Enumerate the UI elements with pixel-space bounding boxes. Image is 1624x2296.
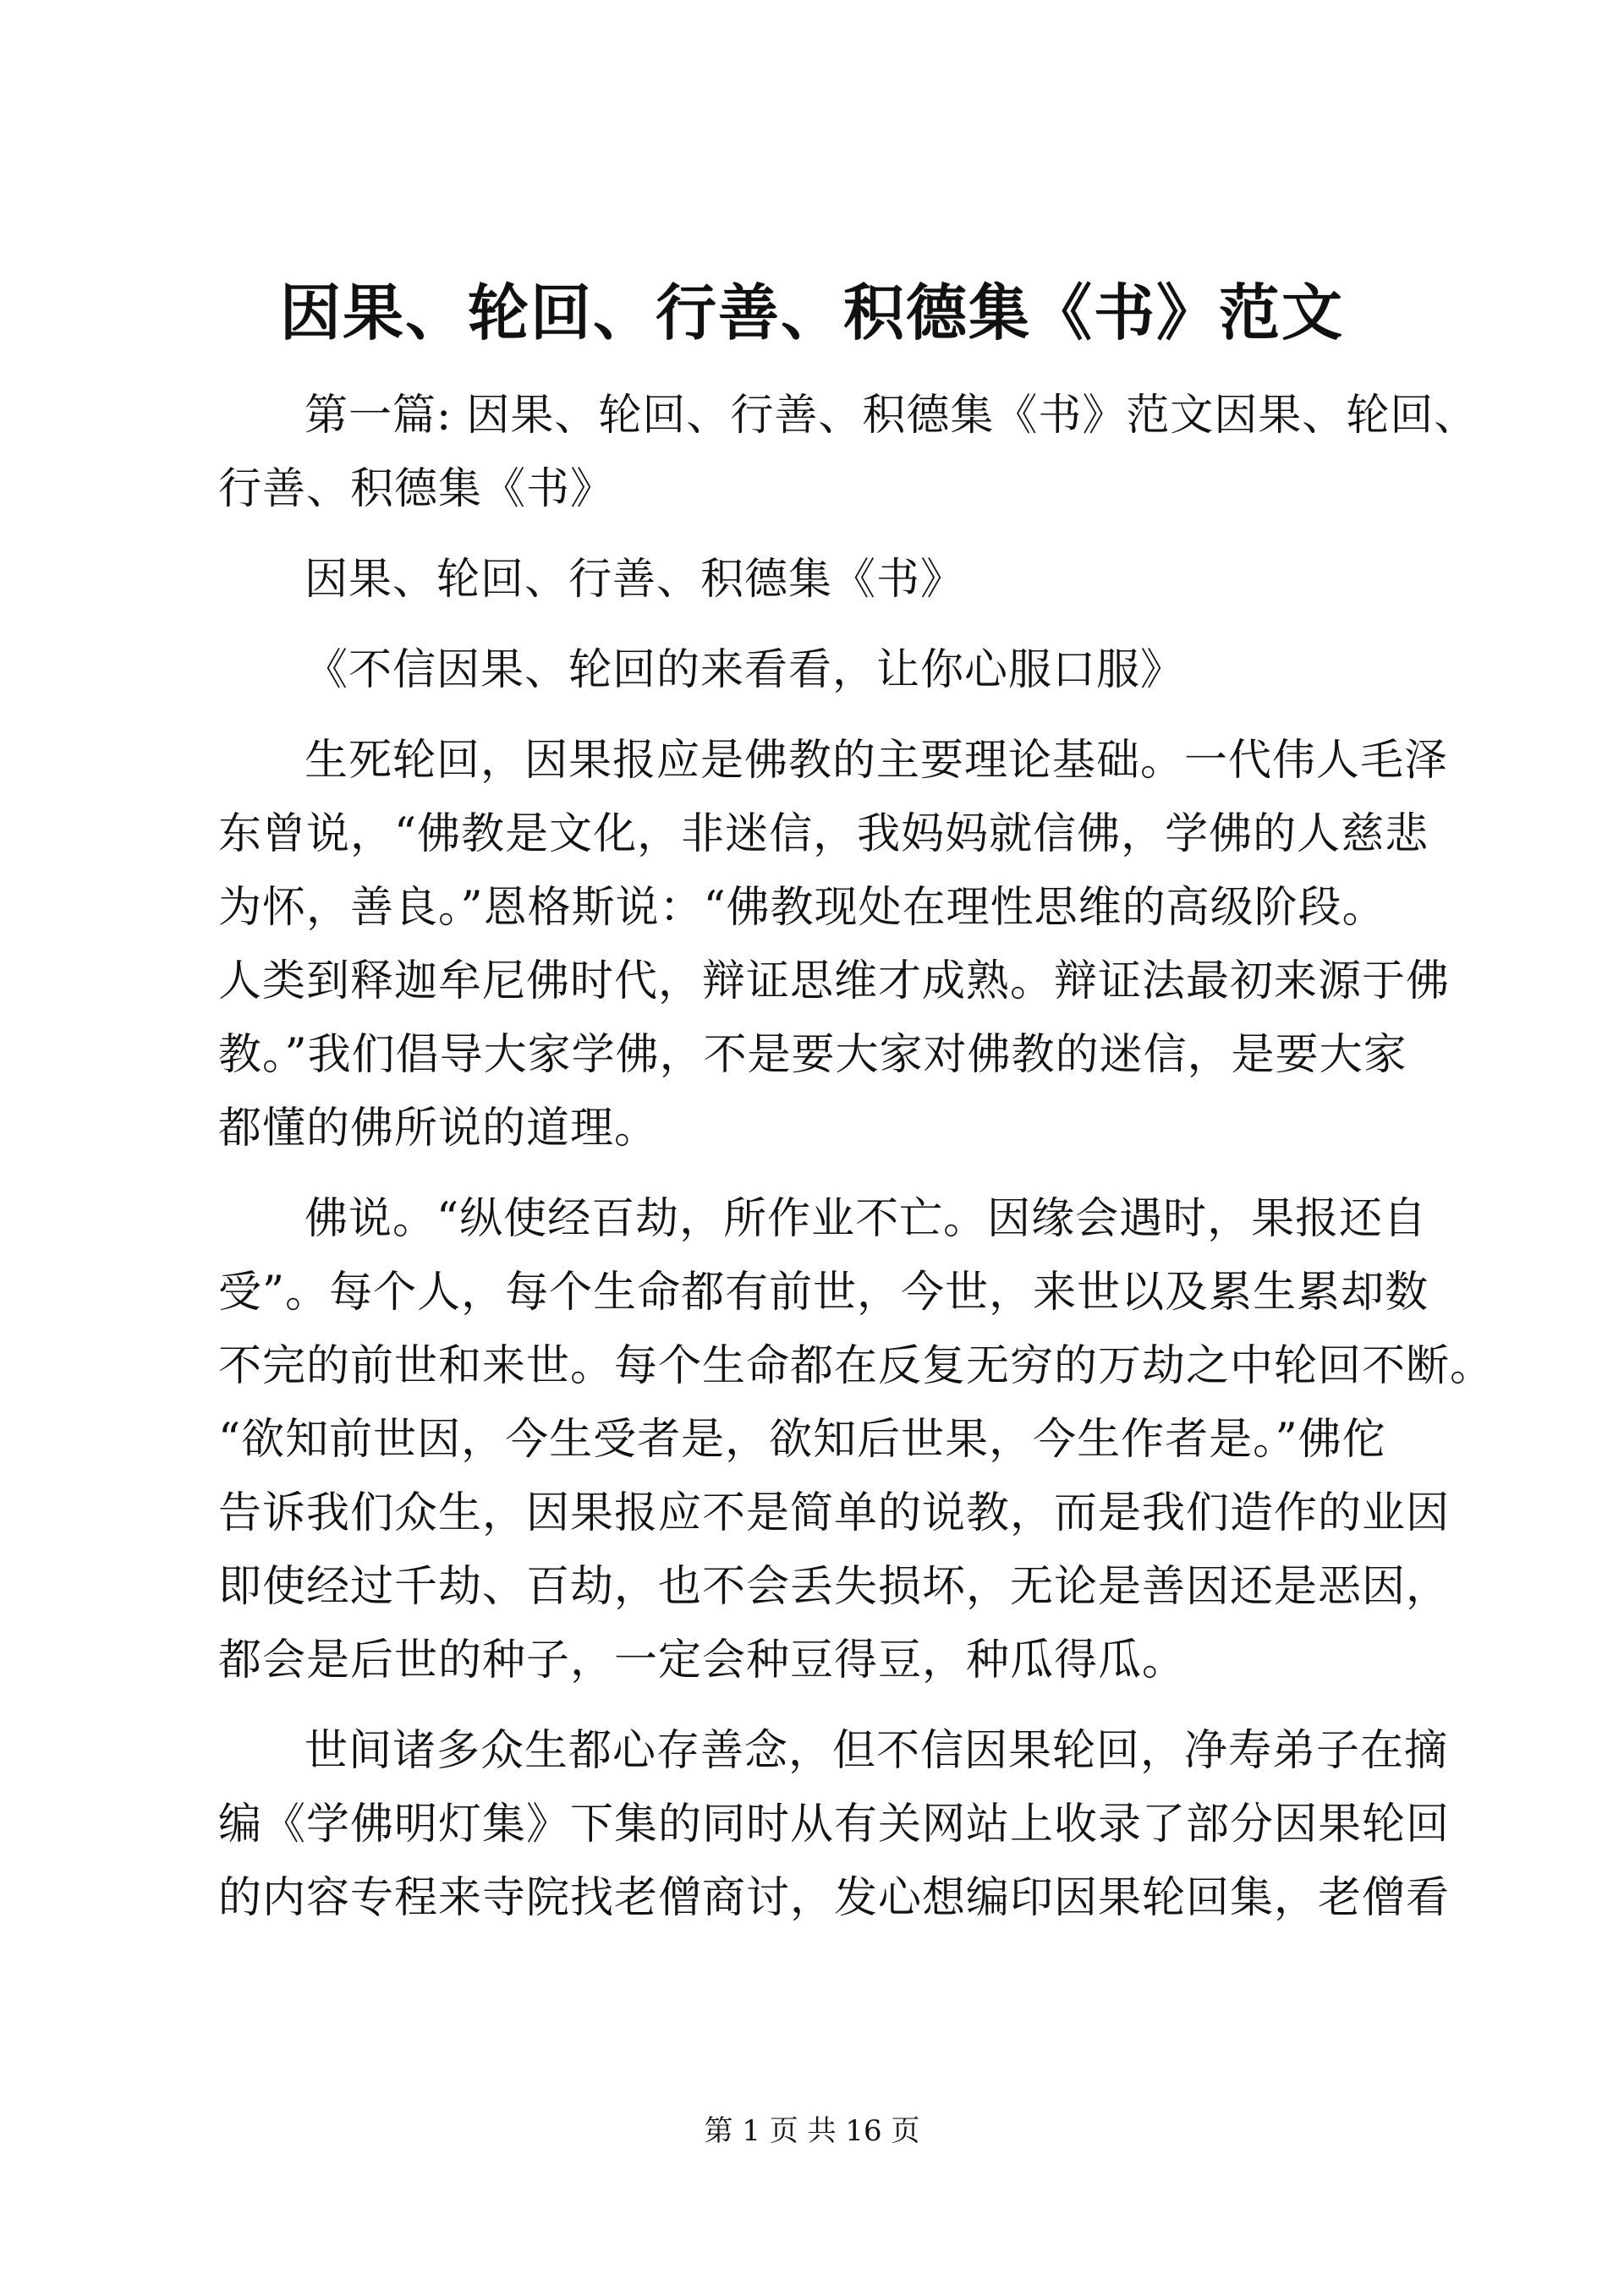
paragraph-line: 都会是后世的种子，一定会种豆得豆，种瓜得瓜。 [218, 1636, 1187, 1685]
paragraph-line: 人类到释迦牟尼佛时代，辩证思维才成熟。辩证法最初来源于佛 [218, 956, 1451, 1006]
paragraph-line: 《不信因果、轮回的来看看，让你心服口服》 [304, 645, 1185, 695]
paragraph-line: 的内容专程来寺院找老僧商讨，发心想编印因果轮回集，老僧看 [218, 1873, 1451, 1923]
paragraph-line: 佛说。“纵使经百劫，所作业不亡。因缘会遇时，果报还自 [304, 1194, 1428, 1244]
paragraph-line: 教。”我们倡导大家学佛，不是要大家对佛教的迷信，是要大家 [218, 1030, 1407, 1080]
paragraph-line: 生死轮回，因果报应是佛教的主要理论基础。一代伟人毛泽 [304, 736, 1449, 786]
paragraph-line: 不完的前世和来世。每个生命都在反复无穷的万劫之中轮回不断。 [218, 1341, 1495, 1391]
paragraph-line: 东曾说，“佛教是文化，非迷信，我妈妈就信佛，学佛的人慈悲 [218, 809, 1429, 859]
paragraph-line: “欲知前世因，今生受者是，欲知后世果，今生作者是。”佛佗 [218, 1415, 1386, 1465]
document-title: 因果、轮回、行善、积德集《书》范文 [279, 277, 1344, 348]
paragraph-line: 即使经过千劫、百劫，也不会丢失损坏，无论是善因还是恶因， [218, 1562, 1451, 1612]
paragraph-line: 第一篇: 因果、轮回、行善、积德集《书》范文因果、轮回、 [304, 391, 1479, 441]
paragraph-line: 都懂的佛所说的道理。 [218, 1104, 659, 1153]
paragraph-line: 告诉我们众生，因果报应不是简单的说教，而是我们造作的业因 [218, 1488, 1451, 1538]
paragraph-line: 世间诸多众生都心存善念，但不信因果轮回，净寿弟子在摘 [304, 1726, 1449, 1776]
paragraph-line: 为怀，善良。”恩格斯说：“佛教现处在理性思维的高级阶段。 [218, 883, 1386, 933]
paragraph-line: 行善、积德集《书》 [218, 464, 615, 514]
paragraph-line: 因果、轮回、行善、积德集《书》 [304, 555, 965, 605]
page-footer: 第 1 页 共 16 页 [704, 2114, 920, 2148]
paragraph-line: 编《学佛明灯集》下集的同时从有关网站上收录了部分因果轮回 [218, 1800, 1451, 1849]
paragraph-line: 受”。每个人，每个生命都有前世，今世，来世以及累生累却数 [218, 1268, 1429, 1318]
document-body [218, 379, 1495, 1935]
